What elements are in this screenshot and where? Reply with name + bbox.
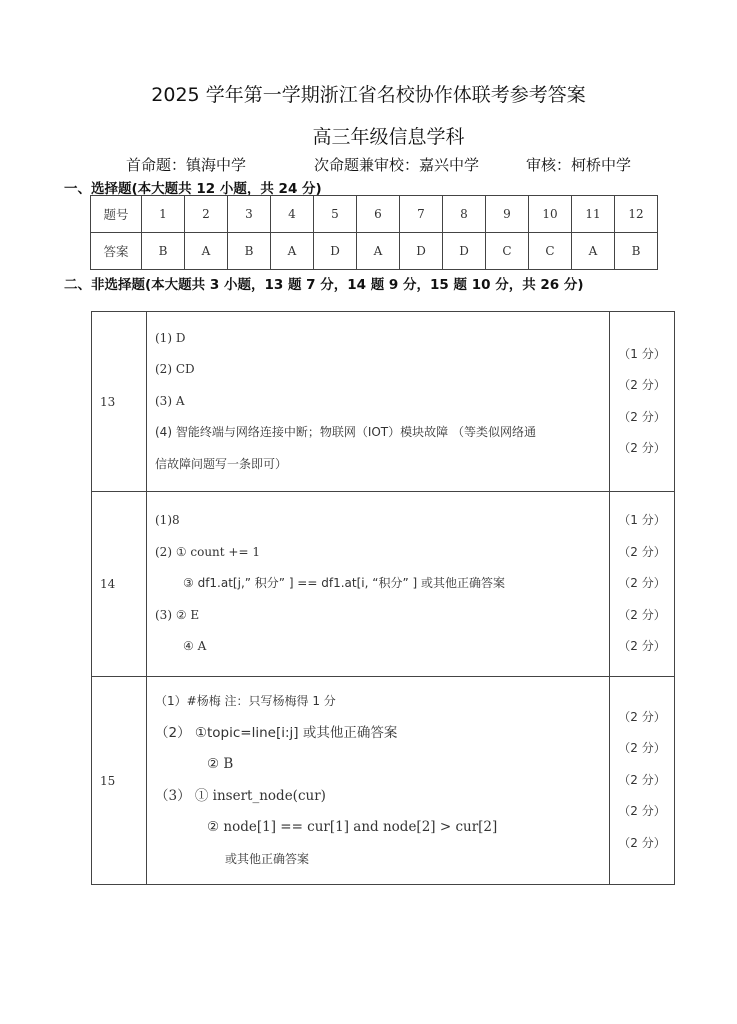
question-number: 12 (615, 196, 658, 233)
question-number: 11 (572, 196, 615, 233)
answer-line: （1）#杨梅 注：只写杨梅得 1 分 (155, 694, 336, 708)
score-column (610, 492, 675, 677)
answer-line: ② node[1] == cur[1] and node[2] > cur[2] (207, 819, 498, 835)
answer-line: ② B (207, 756, 234, 772)
question-number: 7 (400, 196, 443, 233)
answer-line: ③ df1.at[j,” 积分” ] == df1.at[i, “积分” ] 或其他正确答案 (183, 576, 505, 591)
table-row (91, 196, 658, 233)
answer-line: (3) ② E (155, 607, 200, 622)
answer-cell: B (615, 233, 658, 270)
multiple-choice-table (90, 195, 658, 270)
question-number: 1 (142, 196, 185, 233)
question-number: 14 (92, 492, 147, 677)
question-number: 8 (443, 196, 486, 233)
answer-cell: D (314, 233, 357, 270)
answer-line: (2) ① count += 1 (155, 544, 260, 559)
answer-body (147, 312, 610, 492)
answer-line: （3） ① insert_node(cur) (155, 787, 326, 804)
answer-line: （2） ①topic=line[i:j] 或其他正确答案 (155, 724, 398, 741)
answer-cell: A (572, 233, 615, 270)
section2-heading: 二、非选择题(本大题共 3 小题，13 题 7 分，14 题 9 分，15 题 10 分，共 26 分) (64, 277, 584, 293)
score: （2 分） (618, 741, 666, 756)
score-column (610, 312, 675, 492)
answer-line: (1) D (155, 330, 186, 345)
author-review: 审核：柯桥中学 (526, 156, 632, 174)
answer-cell: B (228, 233, 271, 270)
question-number: 5 (314, 196, 357, 233)
score: （2 分） (618, 804, 666, 819)
non-choice-table (91, 311, 675, 885)
score: （2 分） (618, 544, 666, 559)
score: （2 分） (618, 576, 666, 591)
author-first: 首命题：镇海中学 (126, 156, 247, 174)
score: （2 分） (618, 607, 666, 622)
answer-line: (3) A (155, 393, 185, 408)
answer-line: (2) CD (155, 362, 195, 377)
question-number: 10 (529, 196, 572, 233)
answer-cell: D (443, 233, 486, 270)
question-number: 6 (357, 196, 400, 233)
answer-line: ④ A (183, 639, 207, 654)
score: （2 分） (618, 639, 666, 654)
answer-body (147, 677, 610, 885)
score: （2 分） (618, 441, 666, 455)
answer-line: (4) 智能终端与网络连接中断；物联网（IOT）模块故障 （等类似网络通 (155, 425, 536, 440)
question-number: 9 (486, 196, 529, 233)
answer-cell: A (185, 233, 228, 270)
authors-line (126, 154, 631, 175)
answer-cell: C (529, 233, 572, 270)
score-column (610, 677, 675, 885)
score: （2 分） (618, 772, 666, 787)
score: （2 分） (618, 378, 666, 392)
answer-cell: B (142, 233, 185, 270)
question-number: 3 (228, 196, 271, 233)
table-row (92, 312, 675, 492)
table-row (92, 492, 675, 677)
answer-cell: C (486, 233, 529, 270)
row-label: 题号 (91, 196, 142, 233)
table-row (92, 677, 675, 885)
answer-body (147, 492, 610, 677)
question-number: 15 (92, 677, 147, 885)
score: （2 分） (618, 709, 666, 724)
question-number: 2 (185, 196, 228, 233)
document-title: 2025 学年第一学期浙江省名校协作体联考参考答案 (151, 84, 586, 106)
row-label: 答案 (91, 233, 142, 270)
document-subtitle: 高三年级信息学科 (312, 126, 465, 148)
answer-line: 或其他正确答案 (225, 851, 310, 866)
author-second: 次命题兼审校：嘉兴中学 (314, 156, 480, 174)
table-row (91, 233, 658, 270)
answer-cell: D (400, 233, 443, 270)
section1-heading: 一、选择题(本大题共 12 小题，共 24 分) (64, 181, 322, 197)
score: （1 分） (618, 346, 666, 361)
score: （2 分） (618, 409, 666, 424)
answer-line: (1)8 (155, 513, 180, 528)
answer-cell: A (357, 233, 400, 270)
score: （1 分） (618, 513, 666, 528)
answer-cell: A (271, 233, 314, 270)
answer-line: 信故障问题写一条即可） (155, 456, 288, 471)
question-number: 4 (271, 196, 314, 233)
question-number: 13 (92, 312, 147, 492)
score: （2 分） (618, 835, 666, 850)
